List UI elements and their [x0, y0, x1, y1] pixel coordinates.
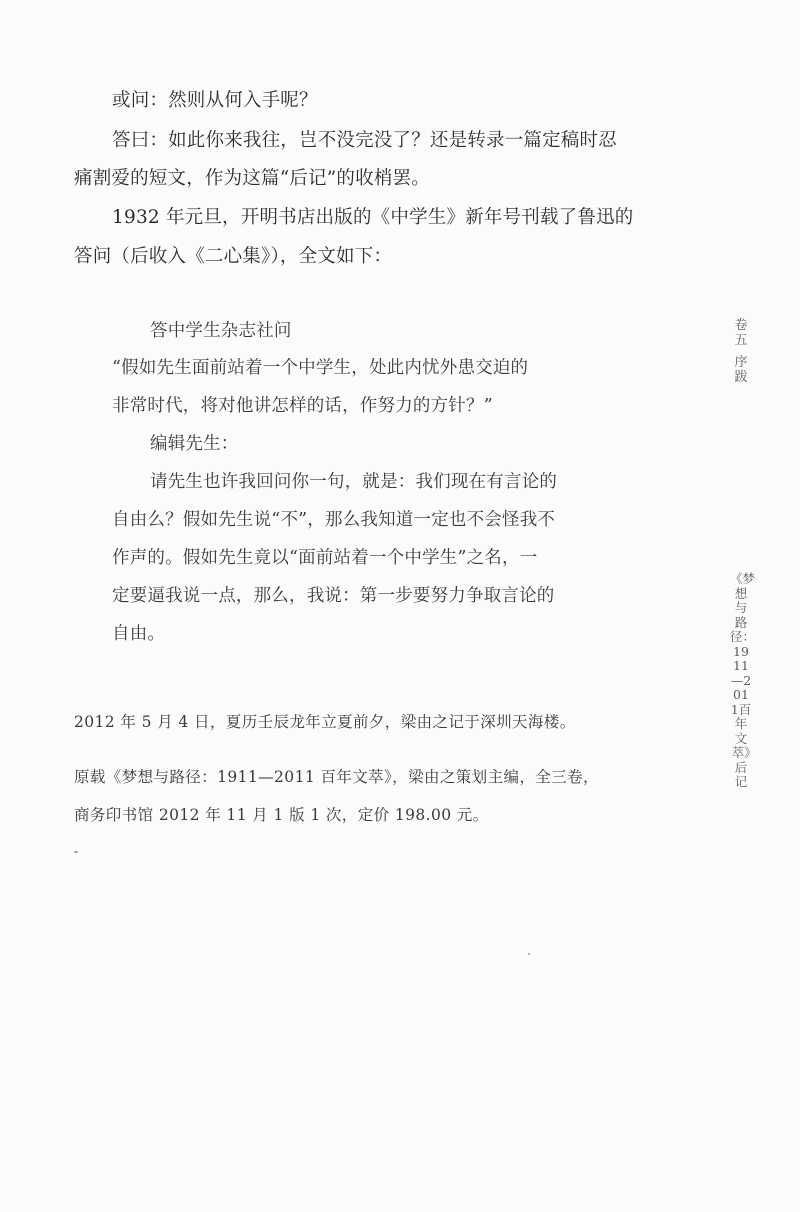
quote-line-6: 作声的。假如先生竟以“面前站着一个中学生”之名，一 — [112, 548, 538, 568]
date-signature-line: 2012 年 5 月 4 日，夏历壬辰龙年立夏前夕，梁由之记于深圳天海楼。 — [74, 713, 576, 731]
quote-title: 答中学生杂志社问 — [150, 321, 292, 341]
quote-line-8: 自由。 — [112, 624, 166, 644]
margin-book-title: 《梦想与路径：1911—2011百年文萃》后记 — [730, 571, 756, 789]
body-paragraph-1: 或问：然则从何入手呢？ — [112, 90, 318, 111]
quote-line-4: 请先生也许我回问你一句，就是：我们现在有言论的 — [150, 472, 558, 492]
quote-line-3: 编辑先生： — [150, 434, 239, 454]
body-paragraph-2-line-1: 答曰：如此你来我往，岂不没完没了？还是转录一篇定稿时忍 — [112, 130, 617, 151]
quote-line-1: “假如先生面前站着一个中学生，处此内忧外患交迫的 — [112, 358, 529, 378]
margin-volume-label: 卷五 — [734, 318, 748, 348]
margin-section-label: 序跋 — [734, 355, 748, 385]
scan-speck — [74, 851, 78, 853]
source-line-2: 商务印书馆 2012 年 11 月 1 版 1 次，定价 198.00 元。 — [74, 806, 489, 824]
quote-line-2: 非常时代，将对他讲怎样的话，作努力的方针？” — [112, 396, 493, 416]
body-paragraph-2-line-2: 痛割爱的短文，作为这篇“后记”的收梢罢。 — [74, 168, 430, 189]
source-line-1: 原载《梦想与路径：1911—2011 百年文萃》，梁由之策划主编，全三卷， — [74, 768, 599, 786]
body-paragraph-3-line-1: 1932 年元旦，开明书店出版的《中学生》新年号刊载了鲁迅的 — [112, 207, 634, 228]
quote-line-5: 自由么？假如先生说“不”，那么我知道一定也不会怪我不 — [112, 510, 556, 530]
body-paragraph-3-line-2: 答问（后收入《二心集》），全文如下： — [74, 246, 393, 267]
quote-line-7: 定要逼我说一点，那么，我说：第一步要努力争取言论的 — [112, 586, 555, 606]
scan-speck — [528, 953, 530, 955]
